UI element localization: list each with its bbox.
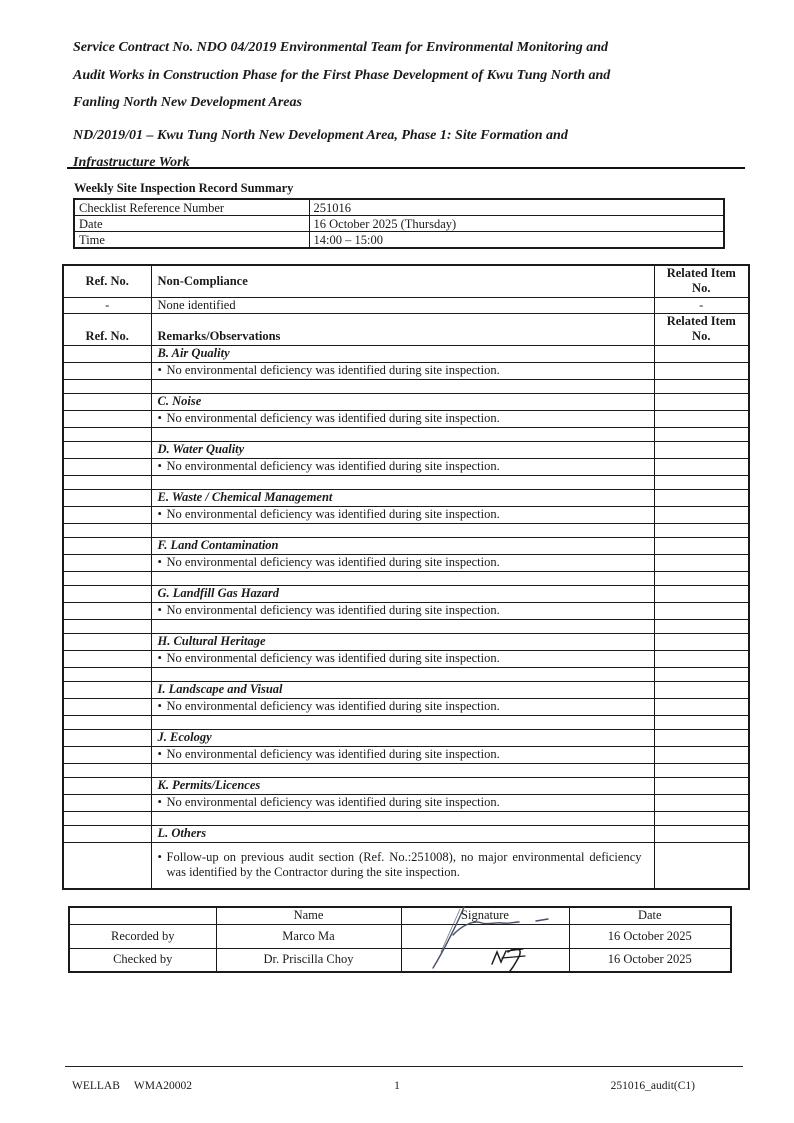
ref-no-cell xyxy=(63,667,151,681)
bullet-marker: • xyxy=(157,850,162,865)
ref-no-cell xyxy=(63,393,151,410)
section-remark-cell xyxy=(151,410,654,427)
related-item-cell xyxy=(654,345,749,362)
ref-no-cell xyxy=(63,379,151,393)
spacer-row xyxy=(63,715,749,729)
footer-divider-rule xyxy=(65,1066,743,1067)
section-remark-text: No environmental deficiency was identified during site inspection. xyxy=(166,699,500,713)
ref-no-cell xyxy=(63,410,151,427)
section-remark-text: No environmental deficiency was identified during site inspection. xyxy=(166,459,500,473)
section-remark-text: No environmental deficiency was identified during site inspection. xyxy=(166,747,500,761)
bullet-marker: • xyxy=(157,411,162,425)
section-remark-cell xyxy=(151,698,654,715)
ref-no-header-cell: Ref. No. xyxy=(63,313,151,345)
section-remark-row xyxy=(63,650,749,667)
related-item-cell xyxy=(654,650,749,667)
section-title-cell: L. Others xyxy=(151,825,654,842)
ref-no-cell: - xyxy=(63,297,151,313)
summary-row xyxy=(74,232,724,249)
bullet-marker: • xyxy=(157,603,162,617)
spacer-cell xyxy=(151,763,654,777)
section-remark-row xyxy=(63,698,749,715)
recorded-by-name: Marco Ma xyxy=(216,924,401,948)
section-title-cell: D. Water Quality xyxy=(151,441,654,458)
related-item-cell xyxy=(654,489,749,506)
section-title-row xyxy=(63,441,749,458)
section-remark-row xyxy=(63,458,749,475)
checked-by-date: 16 October 2025 xyxy=(569,948,731,972)
footer-code: WMA20002 xyxy=(133,1080,193,1092)
ref-no-cell xyxy=(63,585,151,602)
contract-title-line-3: Fanling North New Development Areas xyxy=(73,95,302,110)
ref-no-cell xyxy=(63,746,151,763)
summary-row xyxy=(74,199,724,216)
related-item-cell xyxy=(654,554,749,571)
section-title-cell: B. Air Quality xyxy=(151,345,654,362)
ref-no-cell xyxy=(63,715,151,729)
related-item-cell xyxy=(654,715,749,729)
section-remark-cell xyxy=(151,794,654,811)
spacer-cell xyxy=(151,427,654,441)
related-item-cell xyxy=(654,571,749,585)
related-item-cell xyxy=(654,698,749,715)
related-item-cell xyxy=(654,410,749,427)
bullet-marker: • xyxy=(157,507,162,521)
ref-no-cell xyxy=(63,537,151,554)
section-remark-row xyxy=(63,362,749,379)
related-item-cell xyxy=(654,777,749,794)
bullet-marker: • xyxy=(157,747,162,761)
ref-no-cell xyxy=(63,345,151,362)
section-title-row xyxy=(63,489,749,506)
footer-page-number: 1 xyxy=(394,1080,400,1092)
section-title-row xyxy=(63,777,749,794)
summary-table xyxy=(73,198,725,249)
footer-org: WELLAB xyxy=(72,1080,120,1092)
section-title-row xyxy=(63,825,749,842)
signoff-table xyxy=(68,906,732,973)
ref-no-cell xyxy=(63,506,151,523)
related-item-cell xyxy=(654,729,749,746)
section-remark-row xyxy=(63,746,749,763)
spacer-cell xyxy=(151,475,654,489)
related-item-cell xyxy=(654,763,749,777)
section-title-row xyxy=(63,585,749,602)
related-item-cell: - xyxy=(654,297,749,313)
contract-title-line-2: Audit Works in Construction Phase for the First Phase Development of Kwu Tung North and xyxy=(73,67,611,83)
contract-title xyxy=(73,34,725,117)
related-item-cell xyxy=(654,811,749,825)
spacer-cell xyxy=(151,523,654,537)
section-remark-row xyxy=(63,794,749,811)
section-remark-cell xyxy=(151,650,654,667)
spacer-cell xyxy=(151,811,654,825)
ref-no-cell xyxy=(63,811,151,825)
summary-section-title: Weekly Site Inspection Record Summary xyxy=(74,181,294,195)
related-item-cell xyxy=(654,379,749,393)
related-item-cell xyxy=(654,506,749,523)
signoff-role-header-cell xyxy=(69,907,216,924)
section-title-row xyxy=(63,729,749,746)
related-item-cell xyxy=(654,427,749,441)
section-remark-text: No environmental deficiency was identified during site inspection. xyxy=(166,555,500,569)
spacer-row xyxy=(63,475,749,489)
recorded-by-row xyxy=(69,924,731,948)
related-item-cell xyxy=(654,746,749,763)
summary-label-cell: Time xyxy=(74,232,309,249)
ref-no-cell xyxy=(63,441,151,458)
spacer-row xyxy=(63,379,749,393)
recorded-by-date: 16 October 2025 xyxy=(569,924,731,948)
related-item-cell xyxy=(654,794,749,811)
section-remark-text: No environmental deficiency was identified during site inspection. xyxy=(166,411,500,425)
inspection-table xyxy=(62,264,750,890)
non-compliance-row xyxy=(63,297,749,313)
signoff-name-header-cell: Name xyxy=(216,907,401,924)
section-remark-cell xyxy=(151,602,654,619)
section-remark-text: No environmental deficiency was identified during site inspection. xyxy=(166,651,500,665)
section-remark-cell xyxy=(151,746,654,763)
summary-row xyxy=(74,216,724,232)
checked-by-row xyxy=(69,948,731,972)
spacer-cell xyxy=(151,379,654,393)
bullet-marker: • xyxy=(157,699,162,713)
section-remark-text: Follow-up on previous audit section (Ref. No.:251008), no major environmental deficiency was identified by the Contractor during the site inspection. xyxy=(166,850,642,880)
remarks-header-row xyxy=(63,313,749,345)
ref-no-cell xyxy=(63,825,151,842)
section-remark-cell xyxy=(151,506,654,523)
section-title-cell: H. Cultural Heritage xyxy=(151,633,654,650)
related-item-cell xyxy=(654,619,749,633)
ref-no-cell xyxy=(63,633,151,650)
summary-label-cell: Checklist Reference Number xyxy=(74,199,309,216)
related-item-cell xyxy=(654,633,749,650)
section-remark-cell xyxy=(151,842,654,889)
spacer-row xyxy=(63,427,749,441)
spacer-row xyxy=(63,619,749,633)
section-title-row xyxy=(63,393,749,410)
section-remark-cell xyxy=(151,458,654,475)
related-item-cell xyxy=(654,602,749,619)
bullet-marker: • xyxy=(157,795,162,809)
section-remark-cell xyxy=(151,362,654,379)
related-item-cell xyxy=(654,842,749,889)
related-item-cell xyxy=(654,825,749,842)
section-remark-row xyxy=(63,842,749,889)
spacer-cell xyxy=(151,667,654,681)
ref-no-cell xyxy=(63,523,151,537)
signoff-block xyxy=(68,906,730,972)
ref-no-cell xyxy=(63,681,151,698)
non-compliance-value-cell: None identified xyxy=(151,297,654,313)
spacer-cell xyxy=(151,715,654,729)
section-title-cell: I. Landscape and Visual xyxy=(151,681,654,698)
related-item-cell xyxy=(654,393,749,410)
ref-no-cell xyxy=(63,475,151,489)
header-divider-rule xyxy=(67,167,745,169)
related-item-cell xyxy=(654,537,749,554)
section-remark-row xyxy=(63,554,749,571)
ref-no-header-cell: Ref. No. xyxy=(63,265,151,297)
related-item-cell xyxy=(654,585,749,602)
ref-no-cell xyxy=(63,362,151,379)
section-title-cell: G. Landfill Gas Hazard xyxy=(151,585,654,602)
section-title-cell: C. Noise xyxy=(151,393,654,410)
remarks-header-cell: Remarks/Observations xyxy=(151,313,654,345)
bullet-marker: • xyxy=(157,459,162,473)
summary-label-cell: Date xyxy=(74,216,309,232)
signoff-signature-header-cell: Signature xyxy=(401,907,569,924)
related-item-header-cell: Related Item No. xyxy=(654,313,749,345)
section-title-row xyxy=(63,345,749,362)
section-remark-text: No environmental deficiency was identified during site inspection. xyxy=(166,603,500,617)
spacer-cell xyxy=(151,619,654,633)
contract-title-line-1: Service Contract No. NDO 04/2019 Environmental Team for Environmental Monitoring and xyxy=(73,40,609,55)
non-compliance-header-cell: Non-Compliance xyxy=(151,265,654,297)
section-title-cell: F. Land Contamination xyxy=(151,537,654,554)
signoff-date-header-cell: Date xyxy=(569,907,731,924)
non-compliance-header-row xyxy=(63,265,749,297)
ref-no-cell xyxy=(63,571,151,585)
related-item-cell xyxy=(654,458,749,475)
summary-value-cell: 16 October 2025 (Thursday) xyxy=(309,216,724,232)
section-remark-text: No environmental deficiency was identified during site inspection. xyxy=(166,507,500,521)
ref-no-cell xyxy=(63,698,151,715)
related-item-header-cell: Related Item No. xyxy=(654,265,749,297)
bullet-marker: • xyxy=(157,555,162,569)
checked-by-label: Checked by xyxy=(69,948,216,972)
related-item-cell xyxy=(654,441,749,458)
spacer-row xyxy=(63,811,749,825)
related-item-cell xyxy=(654,667,749,681)
section-title-row xyxy=(63,537,749,554)
checked-by-signature-cell xyxy=(401,948,569,972)
ref-no-cell xyxy=(63,650,151,667)
ref-no-cell xyxy=(63,729,151,746)
ref-no-cell xyxy=(63,554,151,571)
ref-no-cell xyxy=(63,458,151,475)
bullet-marker: • xyxy=(157,363,162,377)
section-remark-cell xyxy=(151,554,654,571)
section-remark-row xyxy=(63,506,749,523)
ref-no-cell xyxy=(63,763,151,777)
ref-no-cell xyxy=(63,777,151,794)
spacer-row xyxy=(63,763,749,777)
spacer-row xyxy=(63,523,749,537)
document-header xyxy=(73,34,725,177)
section-remark-row xyxy=(63,410,749,427)
related-item-cell xyxy=(654,475,749,489)
ref-no-cell xyxy=(63,427,151,441)
signoff-header-row xyxy=(69,907,731,924)
recorded-by-label: Recorded by xyxy=(69,924,216,948)
section-title-row xyxy=(63,681,749,698)
project-title-line-2: Infrastructure Work xyxy=(73,155,190,170)
ref-no-cell xyxy=(63,489,151,506)
ref-no-cell xyxy=(63,794,151,811)
section-title-cell: K. Permits/Licences xyxy=(151,777,654,794)
section-remark-text: No environmental deficiency was identified during site inspection. xyxy=(166,795,500,809)
summary-value-cell: 14:00 – 15:00 xyxy=(309,232,724,249)
ref-no-cell xyxy=(63,602,151,619)
footer-doc-ref: 251016_audit(C1) xyxy=(610,1080,695,1092)
spacer-cell xyxy=(151,571,654,585)
spacer-row xyxy=(63,667,749,681)
section-title-row xyxy=(63,633,749,650)
bullet-marker: • xyxy=(157,651,162,665)
spacer-row xyxy=(63,571,749,585)
recorded-by-signature-cell xyxy=(401,924,569,948)
ref-no-cell xyxy=(63,619,151,633)
related-item-cell xyxy=(654,681,749,698)
project-title-line-1: ND/2019/01 – Kwu Tung North New Development Area, Phase 1: Site Formation and xyxy=(73,127,568,143)
section-title-cell: J. Ecology xyxy=(151,729,654,746)
related-item-cell xyxy=(654,523,749,537)
section-title-cell: E. Waste / Chemical Management xyxy=(151,489,654,506)
summary-value-cell: 251016 xyxy=(309,199,724,216)
ref-no-cell xyxy=(63,842,151,889)
section-remark-row xyxy=(63,602,749,619)
related-item-cell xyxy=(654,362,749,379)
section-remark-text: No environmental deficiency was identified during site inspection. xyxy=(166,363,500,377)
checked-by-name: Dr. Priscilla Choy xyxy=(216,948,401,972)
